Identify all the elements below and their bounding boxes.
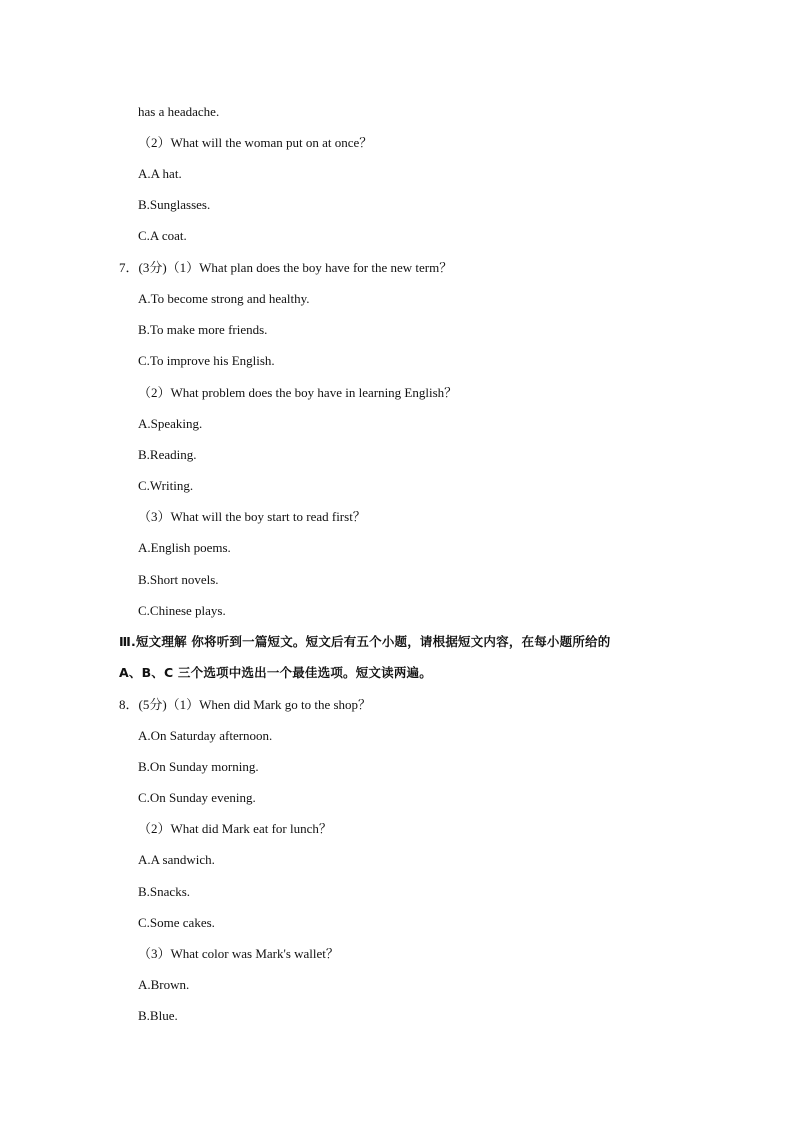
- q7-sub1-option-b: B.To make more friends.: [138, 322, 268, 337]
- q7-sub3-option-c: C.Chinese plays.: [138, 603, 226, 618]
- q6-sub2-option-b: B.Sunglasses.: [138, 197, 211, 212]
- q8-sub2-option-a: A.A sandwich.: [138, 852, 215, 867]
- q7-sub2-option-a: A.Speaking.: [138, 416, 203, 431]
- q7-sub2-option-c: C.Writing.: [138, 478, 194, 493]
- q8-sub2-option-b: B.Snacks.: [138, 884, 190, 899]
- q7-sub1-question: 7．(3分)（1）What plan does the boy have for the new term？: [119, 260, 453, 275]
- q7-sub1-option-c: C.To improve his English.: [138, 353, 275, 368]
- q8-sub1-option-b: B.On Sunday morning.: [138, 759, 259, 774]
- section-heading-continued: A、B、C 三个选项中选出一个最佳选项。短文读两遍。: [119, 665, 432, 680]
- q7-sub3-option-b: B.Short novels.: [138, 572, 219, 587]
- q7-sub3-option-a: A.English poems.: [138, 540, 231, 555]
- q7-sub2-question: （2）What problem does the boy have in learning English？: [138, 385, 458, 400]
- q8-sub3-option-a: A.Brown.: [138, 977, 190, 992]
- q8-sub2-question: （2）What did Mark eat for lunch？: [138, 821, 332, 836]
- q6-sub2-option-a: A.A hat.: [138, 166, 182, 181]
- q6-sub2-option-c: C.A coat.: [138, 228, 187, 243]
- q6-sub2-question: （2）What will the woman put on at once？: [138, 135, 373, 150]
- q8-sub1-option-a: A.On Saturday afternoon.: [138, 728, 273, 743]
- prev-option-continuation: has a headache.: [138, 104, 220, 119]
- q8-sub3-question: （3）What color was Mark's wallet？: [138, 946, 339, 961]
- q8-sub3-option-b: B.Blue.: [138, 1008, 178, 1023]
- q8-sub2-option-c: C.Some cakes.: [138, 915, 215, 930]
- q7-sub2-option-b: B.Reading.: [138, 447, 197, 462]
- q7-sub3-question: （3）What will the boy start to read first？: [138, 509, 366, 524]
- q8-sub1-option-c: C.On Sunday evening.: [138, 790, 256, 805]
- q8-sub1-question: 8．(5分)（1）When did Mark go to the shop？: [119, 697, 372, 712]
- q7-sub1-option-a: A.To become strong and healthy.: [138, 291, 310, 306]
- section-heading: Ⅲ.短文理解 你将听到一篇短文。短文后有五个小题，请根据短文内容，在每小题所给的: [119, 634, 611, 649]
